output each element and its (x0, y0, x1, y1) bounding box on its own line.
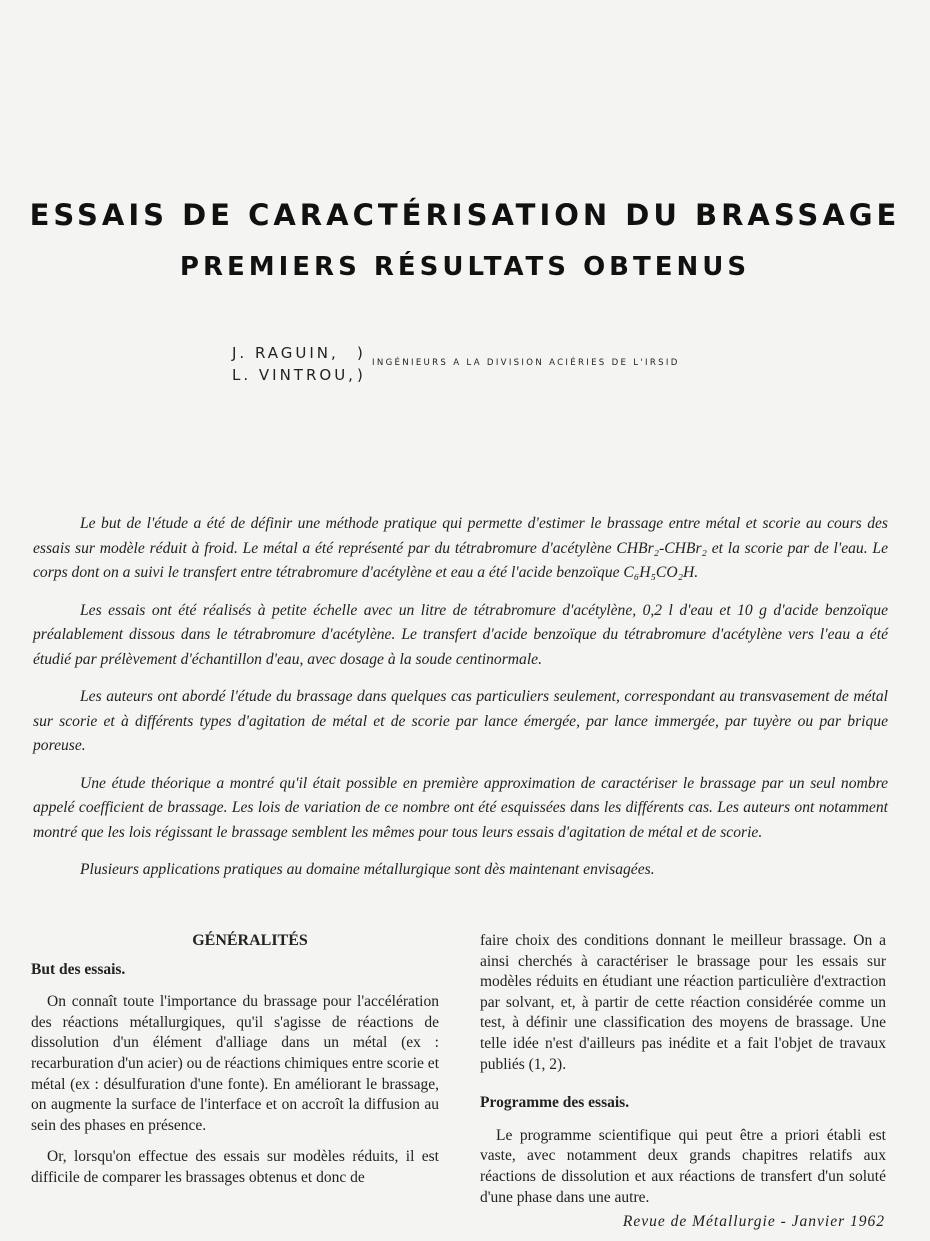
abstract-paragraph: Les essais ont été réalisés à petite échelle avec un litre de tétrabromure d'acétylène, 0,2 l d'eau et 10 g d'acide benzoïque préalablement dissous dans le tétrabromure d'acétylène. Le transfert d'acide benzoïque du tétrabromure d'acétylène vers l'eau a été étudié par prélèvement d'échantillon d'eau, avec dosage à la soude centinormale. (33, 601, 888, 668)
abstract-paragraph: Le but de l'étude a été de définir une méthode pratique qui permette d'estimer le brassage entre métal et scorie au cours des essais sur modèle réduit à froid. Le métal a été représenté par du tétrabromure d'acétylène CHBr₂-CHBr₂ et la scorie par de l'eau. Le corps dont on a suivi le transfert entre tétrabromure d'acétylène et eau a été l'acide benzoïque C₆H₅CO₂H. (33, 515, 888, 581)
abstract-paragraph: Plusieurs applications pratiques au domaine métallurgique sont dès maintenant envisagées. (80, 861, 655, 878)
body-paragraph: On connaît toute l'importance du brassage pour l'accélération des réactions métallurgiques, qu'il s'agisse de réactions de dissolution d'un élément d'alliage dans un métal (ex : recarburation d'un acier) ou de réactions chimiques entre scorie et métal (ex : désulfuration d'une fonte). En améliorant le brassage, on augmente la surface de l'interface et on accroît la diffusion au sein des phases en présence. (31, 993, 439, 1134)
author-raguin: J. RAGUIN, (232, 344, 339, 362)
authors-block (232, 342, 363, 386)
subhead-programme-des-essais: Programme des essais. (480, 1094, 630, 1112)
abstract (33, 512, 888, 896)
author-vintrou: L. VINTROU, (232, 366, 356, 384)
right-column (480, 931, 886, 1219)
brace-glyph: ) ) (357, 344, 363, 384)
journal-footer: Revue de Métallurgie - Janvier 1962 (622, 1213, 885, 1230)
body-paragraph: Or, lorsqu'on effectue des essais sur modèles réduits, il est difficile de comparer les brassages obtenus et donc de (31, 1148, 439, 1186)
abstract-paragraph: Une étude théorique a montré qu'il était possible en première approximation de caractériser le brassage par un seul nombre appelé coefficient de brassage. Les lois de variation de ce nombre ont été esquissées dans les différents cas. Les auteurs ont notamment montré que les lois régissant le brassage semblent les mêmes pour tous leurs essais d'agitation de métal et de scorie. (33, 774, 888, 841)
article-title-line-2: PREMIERS RÉSULTATS OBTENUS (179, 252, 751, 282)
subhead-but-des-essais: But des essais. (31, 960, 126, 978)
article-title-line-1: ESSAIS DE CARACTÉRISATION DU BRASSAGE (29, 198, 901, 232)
author-affiliation: INGÉNIEURS A LA DIVISION ACIÉRIES DE L'IRSID (372, 358, 680, 368)
left-column (31, 931, 439, 1200)
abstract-paragraph: Les auteurs ont abordé l'étude du brassage dans quelques cas particuliers seulement, correspondant au transvasement de métal sur scorie et à différents types d'agitation de métal et de scorie par lance émergée, par lance immergée, par tuyère ou par brique poreuse. (33, 688, 888, 754)
body-paragraph-continued: faire choix des conditions donnant le meilleur brassage. On a ainsi cherchés à caractériser le brassage pour les essais sur modèles réduits en étudiant une réaction particulière d'extraction par solvant, et, à partir de cette réaction considérée comme un test, à définir une classification des moyens de brassage. Une telle idée n'est d'ailleurs pas inédite et a fait l'objet de travaux publiés (1, 2). (480, 932, 886, 1073)
section-title-generalites: GÉNÉRALITÉS (192, 932, 308, 949)
body-paragraph: Le programme scientifique qui peut être a priori établi est vaste, avec notamment deux grands chapitres relatifs aux réactions de dissolution et aux réactions de transfert d'un soluté d'une phase dans une autre. (480, 1126, 886, 1206)
